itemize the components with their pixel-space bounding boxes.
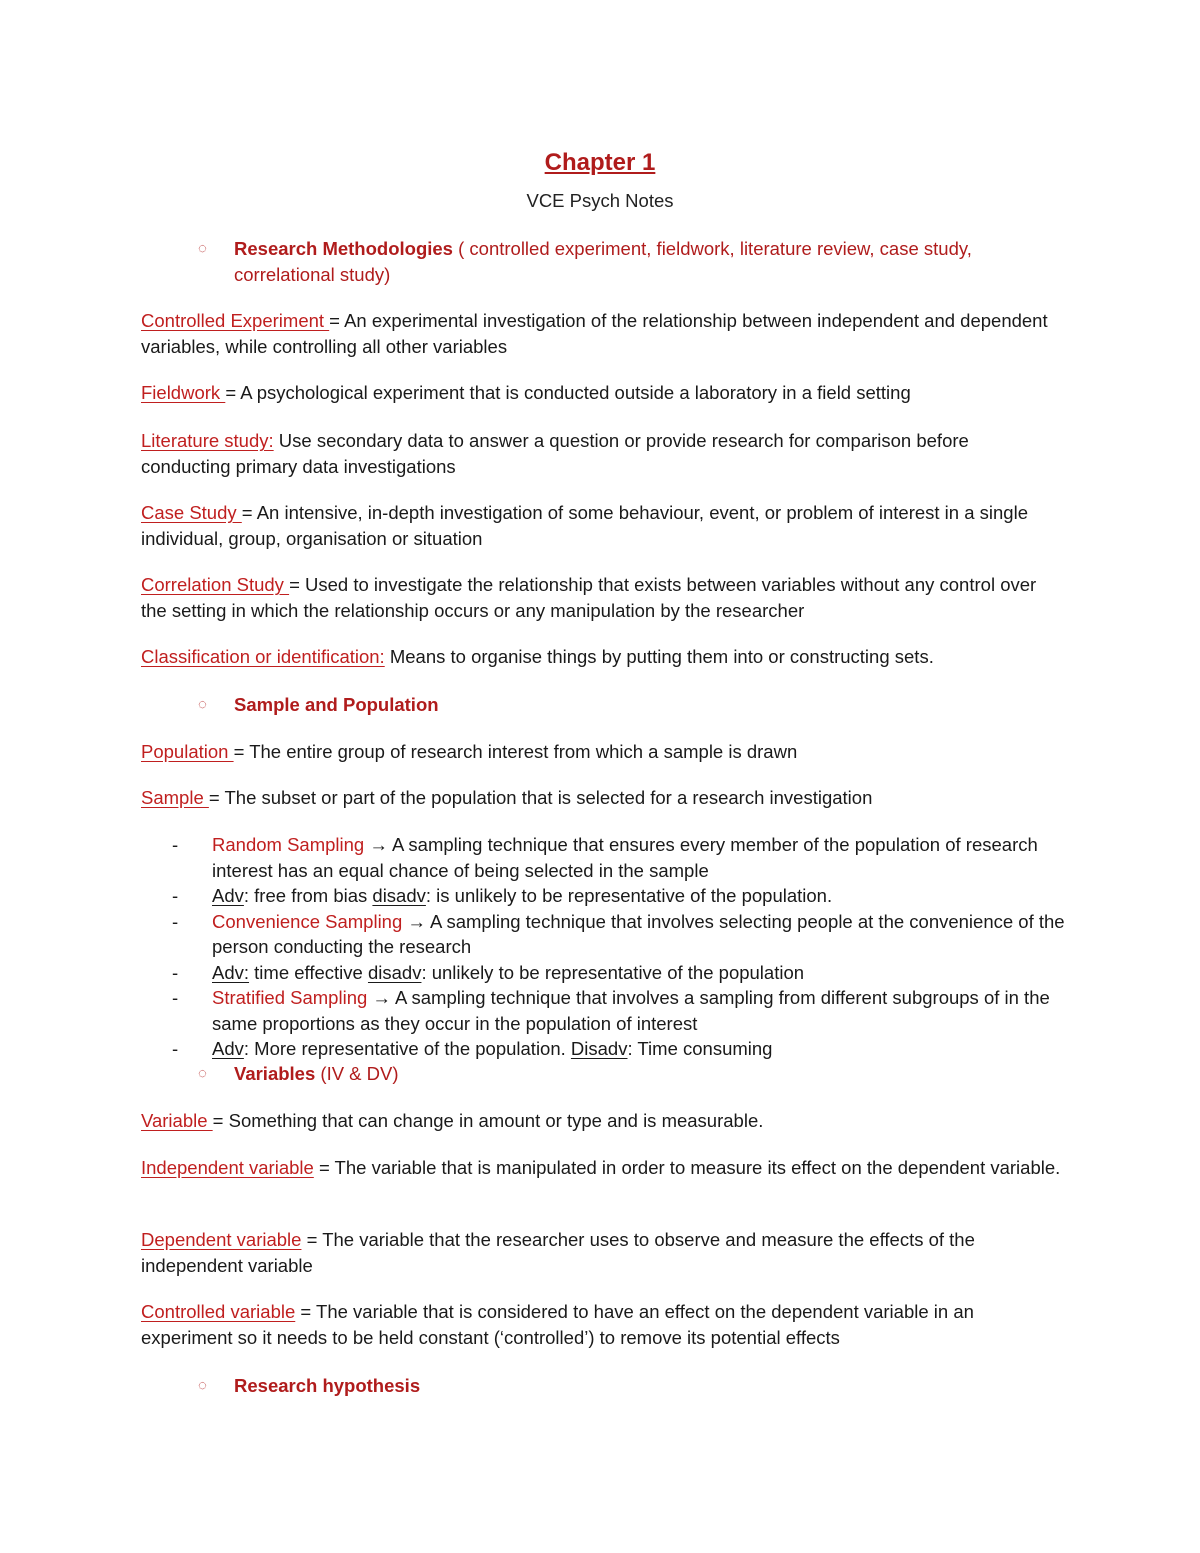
page-title: Chapter 1	[544, 149, 656, 176]
circle-bullet-icon: ◌	[198, 240, 207, 257]
disadv-text: : unlikely to be representative of the population	[421, 961, 805, 983]
definition-text: = The variable that the researcher uses to observe and measure the effects of the independent variable	[141, 1229, 975, 1276]
heading-detail: ( controlled experiment, fieldwork, literature review, case study, correlational study)	[234, 238, 972, 285]
heading-label: Variables	[234, 1063, 316, 1084]
section-heading-text	[234, 1373, 1064, 1399]
definition-literature-study	[141, 428, 1061, 479]
heading-label: Research hypothesis	[234, 1375, 421, 1396]
definition-term: Classification or identification:	[141, 646, 385, 667]
definition-text: = Something that can change in amount or type and is measurable.	[212, 1110, 764, 1131]
definition-term: Correlation Study	[141, 574, 290, 595]
definition-sample	[141, 785, 1061, 811]
definition-term: Fieldwork	[141, 382, 226, 403]
list-item-random	[172, 832, 1072, 883]
definition-text: Means to organise things by putting them into or constructing sets.	[384, 646, 934, 667]
disadv-text: : is unlikely to be representative of the population.	[425, 885, 833, 906]
definition-term: Dependent variable	[141, 1229, 302, 1250]
circle-bullet-icon: ◌	[198, 1377, 207, 1394]
definition-classification	[141, 644, 1061, 670]
heading-detail: (IV & DV)	[315, 1063, 399, 1084]
sampling-text: → A sampling technique that involves selecting people at the convenience of the person conducting the research	[212, 910, 1065, 957]
dash-bullet: -	[172, 961, 179, 983]
sampling-term: Convenience Sampling	[212, 910, 403, 932]
definition-variable	[141, 1108, 1061, 1134]
definition-term: Independent variable	[141, 1157, 314, 1178]
definition-term: Literature study:	[141, 430, 274, 451]
adv-label: Adv	[212, 1038, 244, 1059]
dash-bullet: -	[172, 910, 179, 932]
definition-independent-variable	[141, 1155, 1061, 1181]
dash-bullet: -	[172, 1038, 179, 1059]
definition-fieldwork	[141, 380, 1061, 406]
definition-population	[141, 739, 1061, 765]
definition-correlation-study	[141, 572, 1061, 623]
list-item-stratified	[172, 985, 1072, 1036]
definition-text: = An intensive, in-depth investigation of some behaviour, event, or problem of interest in a single individual, group, organisation or situation	[141, 502, 1028, 549]
definition-term: Population	[141, 741, 234, 762]
list-item-random-adv	[172, 883, 1072, 909]
circle-bullet-icon: ◌	[198, 1065, 207, 1082]
heading-label: Sample and Population	[234, 694, 439, 715]
dash-bullet: -	[172, 987, 179, 1008]
definition-text: = The entire group of research interest from which a sample is drawn	[233, 741, 798, 762]
sampling-term: Stratified Sampling	[212, 987, 368, 1008]
definition-text: = The subset or part of the population that is selected for a research investigation	[208, 787, 873, 808]
definition-controlled-variable	[141, 1299, 1061, 1350]
disadv-label: disadv	[372, 885, 426, 906]
list-item-stratified-adv	[172, 1036, 1072, 1062]
adv-text: : free from bias	[243, 885, 373, 906]
sampling-list	[172, 832, 1072, 1062]
definition-text: = A psychological experiment that is conducted outside a laboratory in a field setting	[225, 382, 911, 403]
circle-bullet-icon: ◌	[198, 696, 207, 713]
definition-text: Use secondary data to answer a question or provide research for comparison before conducting primary data investigations	[141, 430, 969, 477]
page-subtitle: VCE Psych Notes	[526, 190, 674, 211]
definition-term: Case Study	[141, 502, 242, 523]
disadv-label: disadv	[367, 961, 422, 983]
definition-case-study	[141, 500, 1061, 551]
section-heading-text	[234, 692, 1064, 718]
definition-text: = The variable that is considered to have an effect on the dependent variable in an experiment so it needs to be held constant (‘controlled’) to remove its potential effects	[141, 1301, 974, 1348]
definition-term: Sample	[141, 787, 209, 808]
adv-label: Adv:	[212, 961, 250, 983]
definition-term: Controlled Experiment	[141, 310, 330, 331]
adv-label: Adv	[212, 885, 244, 906]
adv-text: : More representative of the population.	[243, 1038, 571, 1059]
dash-bullet: -	[172, 885, 179, 906]
list-item-convenience	[172, 909, 1072, 960]
disadv-label: Disadv	[570, 1038, 628, 1059]
dash-bullet: -	[172, 834, 179, 855]
sampling-text: → A sampling technique that ensures every member of the population of research interest has an equal chance of being selected in the sample	[212, 834, 1038, 881]
definition-dependent-variable	[141, 1227, 1061, 1278]
sampling-text: → A sampling technique that involves a sampling from different subgroups of in the same proportions as they occur in the population of interest	[212, 987, 1050, 1034]
disadv-text: : Time consuming	[627, 1038, 773, 1059]
section-heading-text	[234, 1061, 1064, 1087]
sampling-term: Random Sampling	[212, 834, 365, 855]
definition-text: = Used to investigate the relationship that exists between variables without any control over the setting in which the relationship occurs or any manipulation by the researcher	[141, 574, 1037, 621]
definition-text: = An experimental investigation of the relationship between independent and dependent variables, while controlling all other variables	[141, 310, 1048, 357]
list-item-convenience-adv	[172, 960, 1072, 986]
heading-label: Research Methodologies	[234, 238, 453, 259]
section-heading-text	[234, 236, 1064, 287]
definition-controlled-experiment	[141, 308, 1061, 359]
definition-term: Variable	[141, 1110, 213, 1131]
adv-text: time effective	[249, 961, 368, 983]
definition-term: Controlled variable	[141, 1301, 296, 1322]
definition-text: = The variable that is manipulated in order to measure its effect on the dependent variable.	[313, 1157, 1061, 1178]
